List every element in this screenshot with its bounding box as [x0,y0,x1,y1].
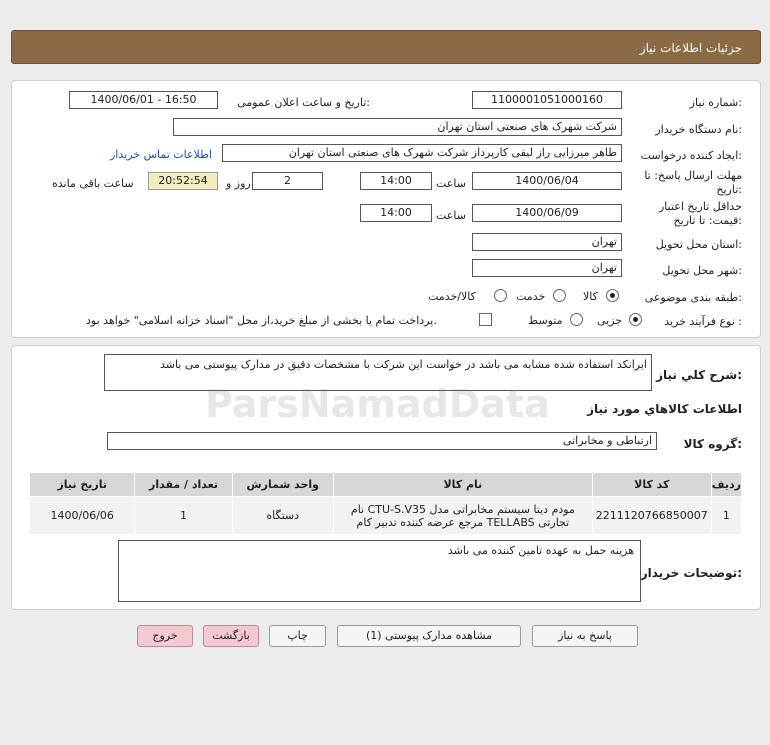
category-radio-goods-service[interactable] [494,289,507,302]
days-label: روز و [226,177,251,190]
col-qty: تعداد / مقدار [135,473,232,497]
col-name: نام کالا [333,473,592,497]
summary-label: شرح کلي نياز: [656,368,742,382]
summary-field: ایرانکد استفاده شده مشابه می باشد در خواست این شرکت با مشخصات دقیق در مدارک پیوستی می باشد [104,354,652,391]
province-label: استان محل تحویل: [655,238,742,251]
category-option-goods-service: کالا/خدمت [428,290,476,303]
back-button[interactable]: بازگشت [203,625,259,647]
deadline-time-field: 14:00 [360,172,432,190]
buyer-org-field: شرکت شهرک های صنعتی استان تهران [173,118,622,136]
creator-field: طاهر میرزایی راز لیقی کارپرداز شرکت شهرک های صنعتی استان تهران [222,144,622,162]
need-number-label: شماره نیاز: [689,96,742,109]
validity-time-field: 14:00 [360,204,432,222]
category-option-service: خدمت [516,290,546,303]
cell-qty: 1 [135,497,232,535]
treasury-payment-checkbox[interactable] [479,313,492,326]
buyer-notes-field: هزینه حمل به عهده تامین کننده می باشد [118,540,641,602]
announce-datetime-field: 1400/06/01 - 16:50 [69,91,218,109]
cell-name: مودم دیتا سیستم مخابراتی مدل CTU-S.V35 نام تجارتی TELLABS مرجع عرضه کننده تدبیر کام [333,497,592,535]
process-option-minor: جزیی [597,314,623,327]
goods-group-field: ارتباطی و مخابراتی [107,432,657,450]
goods-info-title: اطلاعات کالاهاي مورد نياز [587,402,742,416]
announce-label: تاریخ و ساعت اعلان عمومی: [237,96,370,109]
treasury-payment-note: پرداخت تمام یا بخشی از مبلغ خرید،از محل "اسناد خزانه اسلامی" خواهد بود. [86,314,437,327]
cell-row: 1 [711,497,741,535]
goods-group-label: گروه کالا: [683,437,742,451]
validity-label: حداقل تاریخ اعتبار [658,200,742,213]
need-number-field: 1100001051000160 [472,91,622,109]
city-label: شهر محل تحویل: [662,264,742,277]
cell-code: 2211120766850007 [592,497,711,535]
deadline-label-date: تاریخ: [716,183,742,196]
reply-button[interactable]: پاسخ به نیاز [532,625,638,647]
deadline-label: مهلت ارسال پاسخ: تا [644,169,742,182]
cell-date: 1400/06/06 [30,497,135,535]
print-button[interactable]: چاپ [269,625,326,647]
process-option-medium: متوسط [528,314,563,327]
process-radio-medium[interactable] [570,313,583,326]
col-unit: واحد شمارش [232,473,333,497]
deadline-time-label: ساعت [436,177,466,190]
city-field: تهران [472,259,622,277]
page-header [11,30,761,64]
category-radio-service[interactable] [553,289,566,302]
page-title: جزئیات اطلاعات نیاز [639,41,742,55]
validity-date-field: 1400/06/09 [472,204,622,222]
buyer-org-label: نام دستگاه خریدار: [655,123,742,136]
category-option-goods: کالا [583,290,598,303]
remaining-time-field: 20:52:54 [148,172,218,190]
goods-table-header [30,473,742,497]
col-row: ردیف [711,473,741,497]
col-date: تاریخ نیاز [30,473,135,497]
buyer-contact-link[interactable]: اطلاعات تماس خریدار [110,148,212,161]
buyer-notes-label: توضیحات خریدار: [640,566,742,580]
table-row [30,497,742,535]
category-radio-goods[interactable] [606,289,619,302]
remaining-label: ساعت باقی مانده [52,177,134,190]
category-label: طبقه بندی موضوعی: [644,291,742,304]
validity-time-label: ساعت [436,209,466,222]
province-field: تهران [472,233,622,251]
process-label: نوع فرآیند خرید : [664,315,742,328]
goods-table [29,472,742,535]
deadline-date-field: 1400/06/04 [472,172,622,190]
view-attachments-button[interactable]: مشاهده مدارک پیوستی (1) [337,625,521,647]
exit-button[interactable]: خروج [137,625,193,647]
process-radio-minor[interactable] [629,313,642,326]
days-field: 2 [252,172,323,190]
creator-label: ایجاد کننده درخواست: [640,149,742,162]
cell-unit: دستگاه [232,497,333,535]
col-code: کد کالا [592,473,711,497]
validity-label-date: قیمت: تا تاریخ: [673,214,742,227]
